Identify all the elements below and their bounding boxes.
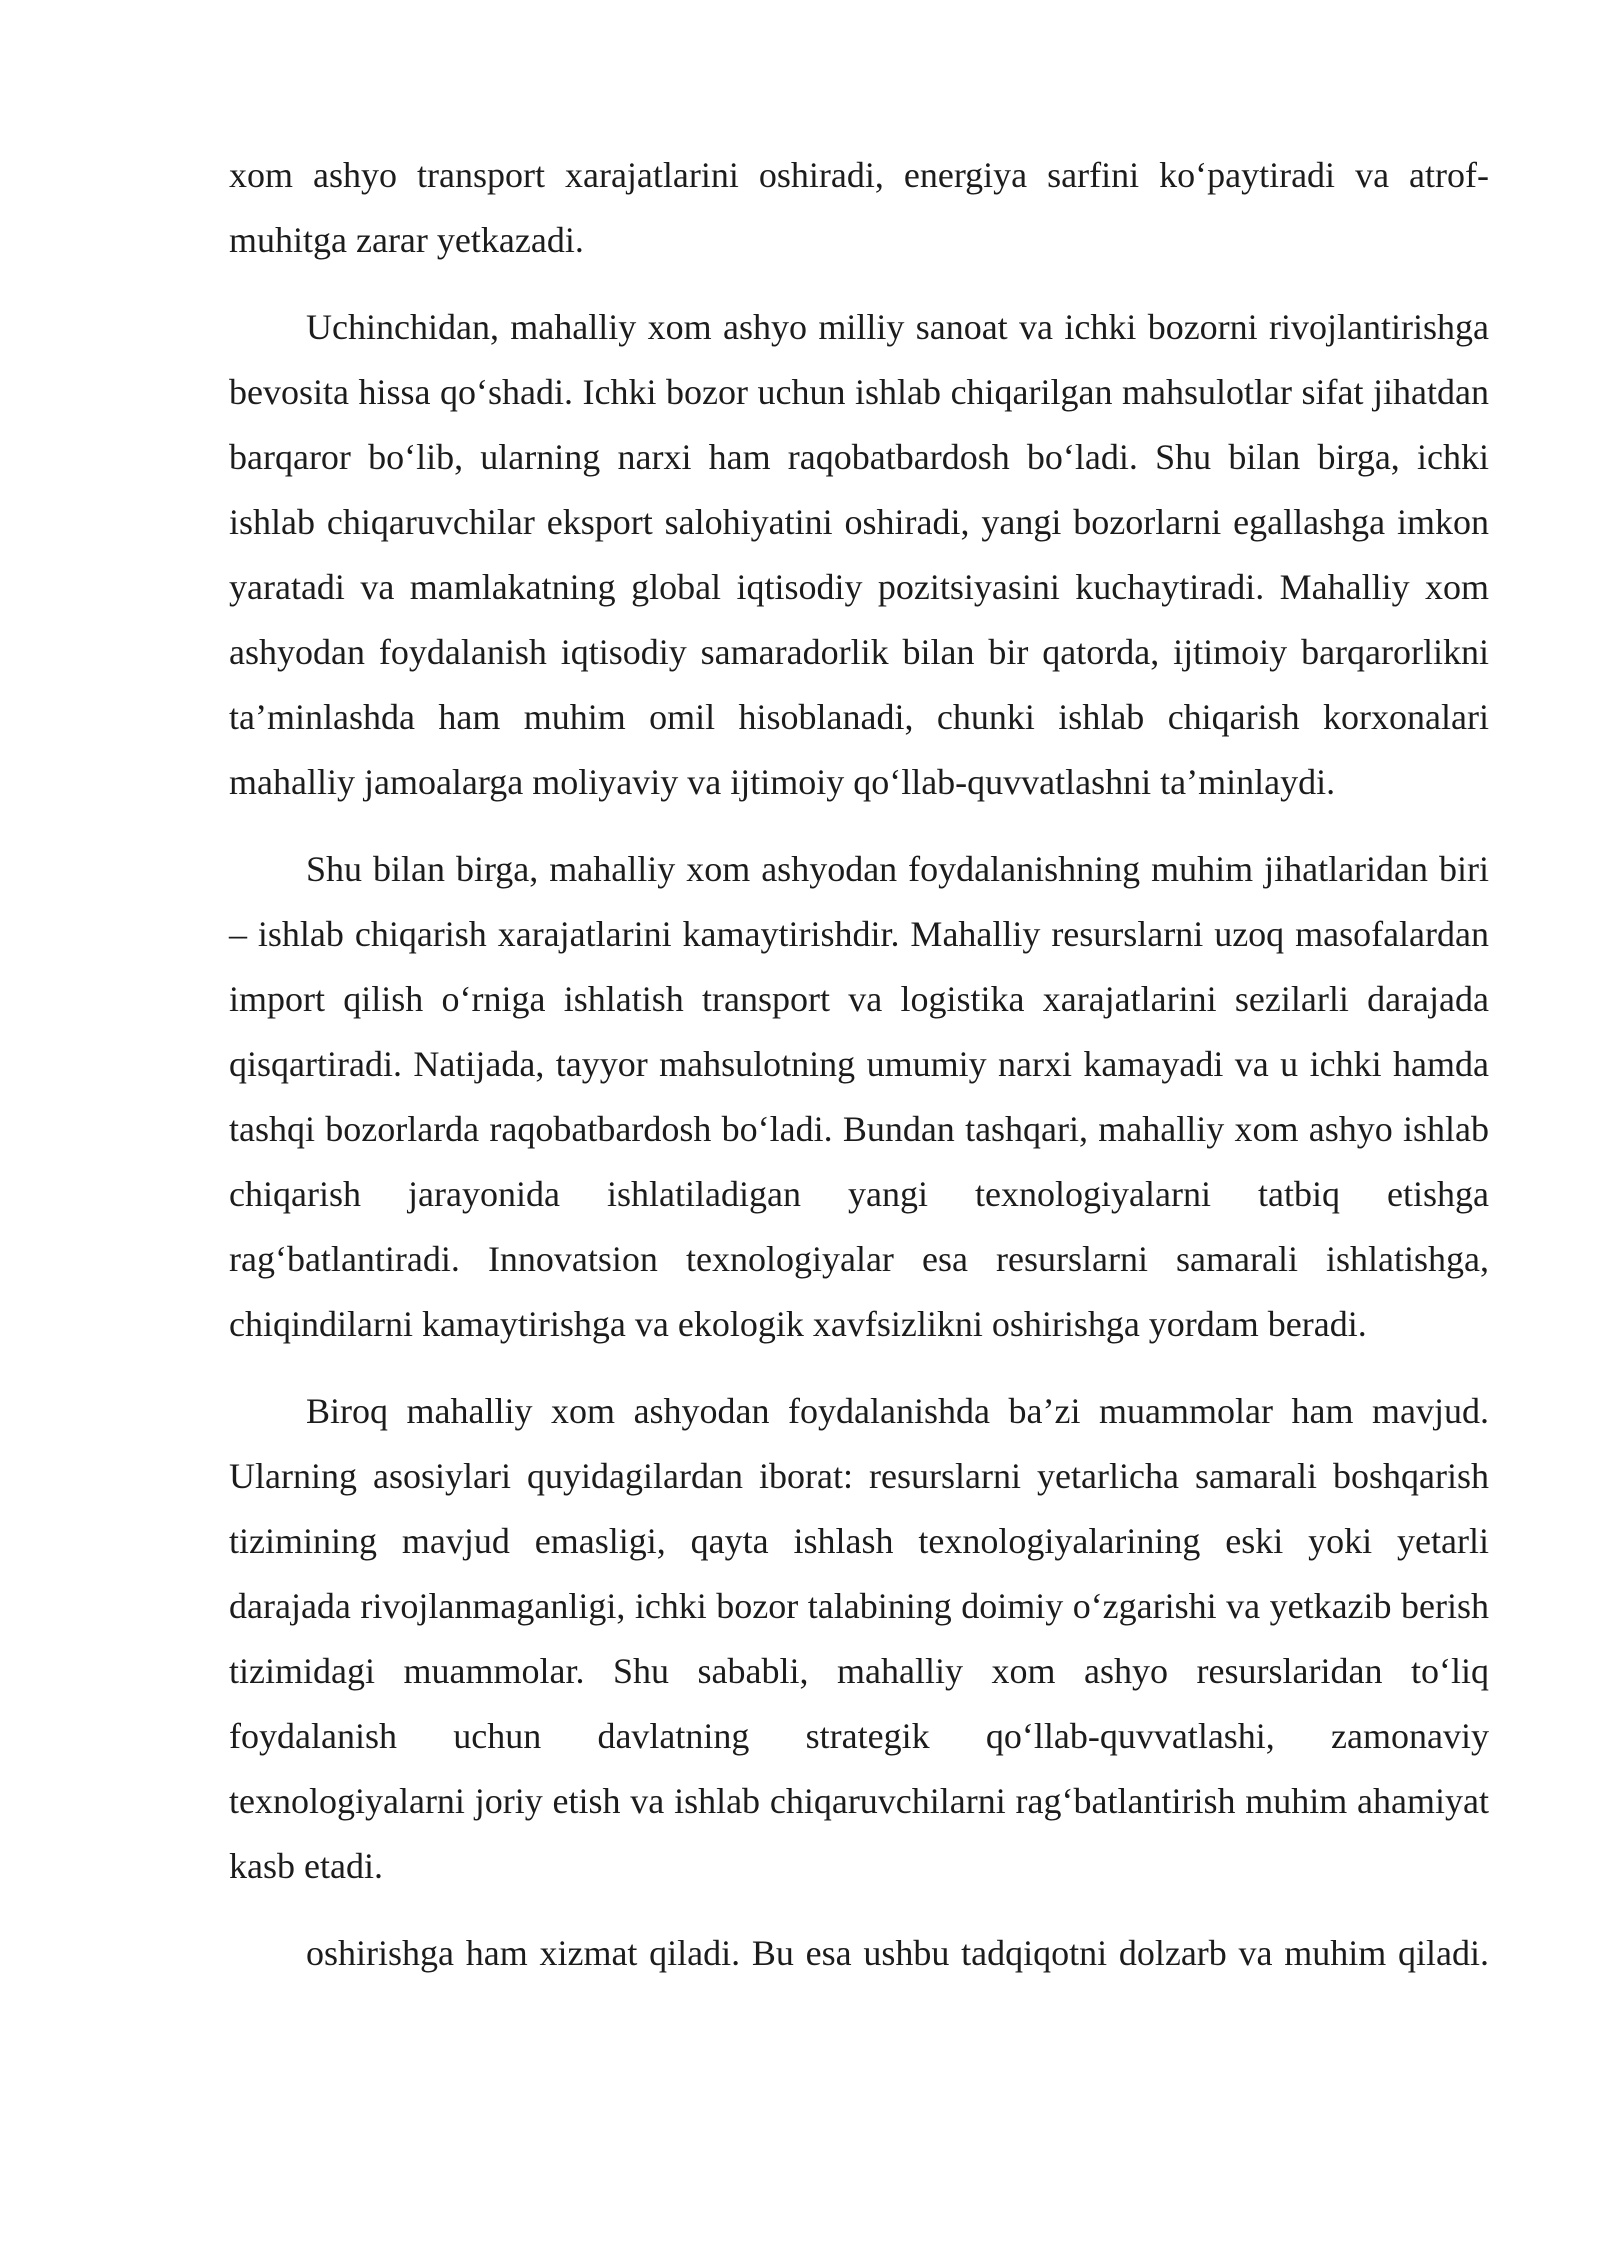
- paragraph-1: xom ashyo transport xarajatlarini oshiradi, energiya sarfini ko‘paytiradi va atrof-muhitga zarar yetkazadi.: [229, 155, 1489, 260]
- paragraph-3: Shu bilan birga, mahalliy xom ashyodan foydalanishning muhim jihatlaridan biri – ishlab chiqarish xarajatlarini kamaytirishdir. Mahalliy resurslarni uzoq masofalardan import qilish o‘rniga ishlatish transport va logistika xarajatlarini sezilarli darajada qisqartiradi. Natijada, tayyor mahsulotning umumiy narxi kamayadi va u ichki hamda tashqi bozorlarda raqobatbardosh bo‘ladi. Bundan tashqari, mahalliy xom ashyo ishlab chiqarish jarayonida ishlatiladigan yangi texnologiyalarni tatbiq etishga rag‘batlantiradi. Innovatsion texnologiyalar esa resurslarni samarali ishlatishga, chiqindilarni kamaytirishga va ekologik xavfsizlikni oshirishga yordam beradi.: [229, 849, 1489, 1344]
- paragraph-4: Biroq mahalliy xom ashyodan foydalanishda ba’zi muammolar ham mavjud. Ularning asosiylari quyidagilardan iborat: resurslarni yetarlicha samarali boshqarish tizimining mavjud emasligi, qayta ishlash texnologiyalarining eski yoki yetarli darajada rivojlanmaganligi, ichki bozor talabining doimiy o‘zgarishi va yetkazib berish tizimidagi muammolar. Shu sababli, mahalliy xom ashyo resurslaridan to‘liq foydalanish uchun davlatning strategik qo‘llab-quvvatlashi, zamonaviy texnologiyalarni joriy etish va ishlab chiqaruvchilarni rag‘batlantirish muhim ahamiyat kasb etadi.: [229, 1391, 1489, 1886]
- document-page: [229, 143, 1489, 2008]
- paragraph-2: Uchinchidan, mahalliy xom ashyo milliy sanoat va ichki bozorni rivojlantirishga bevosita hissa qo‘shadi. Ichki bozor uchun ishlab chiqarilgan mahsulotlar sifat jihatdan barqaror bo‘lib, ularning narxi ham raqobatbardosh bo‘ladi. Shu bilan birga, ichki ishlab chiqaruvchilar eksport salohiyatini oshiradi, yangi bozorlarni egallashga imkon yaratadi va mamlakatning global iqtisodiy pozitsiyasini kuchaytiradi. Mahalliy xom ashyodan foydalanish iqtisodiy samaradorlik bilan bir qatorda, ijtimoiy barqarorlikni ta’minlashda ham muhim omil hisoblanadi, chunki ishlab chiqarish korxonalari mahalliy jamoalarga moliyaviy va ijtimoiy qo‘llab-quvvatlashni ta’minlaydi.: [229, 307, 1489, 802]
- paragraph-5: oshirishga ham xizmat qiladi. Bu esa ushbu tadqiqotni dolzarb va muhim qiladi.: [306, 1933, 1489, 1973]
